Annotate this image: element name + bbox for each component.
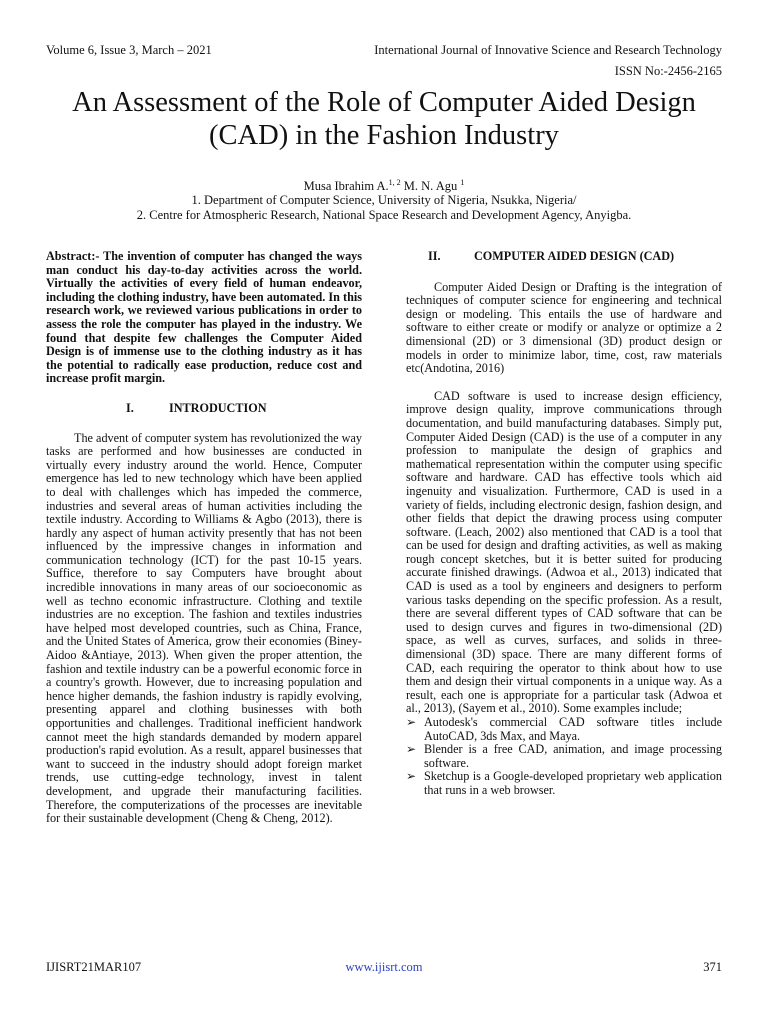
arrow-bullet-icon: ➢ [406,715,417,729]
affiliations [0,193,768,223]
footer-page-number: 371 [703,960,722,974]
author-second-affil: 1 [460,178,465,187]
section-2-number: II. [428,249,441,263]
section-1-number: I. [126,400,134,415]
list-item [406,770,722,797]
cad-paragraph-2: CAD software is used to increase design efficiency, improve design quality, improve communications through documentation, and build manufacturing databases. Simply put, Computer Aided Design (CAD) is the use of a computer in any profession to manipulate the design of graphics and mathematical representation within the computer using specific software and hardware. CAD has effective tools which aid ingenuity and visualization. Furthermore, CAD is used in a variety of fields, including electronic design, fashion design, and other fields that depict the drawing process using computer software. (Leach, 2002) also mentioned that CAD is a tool that can be used for design and drafting activities, as well as making rough concept sketches, but it is better suited for producing accurate finished drawings. (Adwoa et al., 2013) indicated that CAD is used as a tool by engineers and designers to perform various tasks depending on the specific profession. As a result, there are several different types of CAD software that can be used to design curves and figures in two-dimensional (2D) space, as well as curves, surfaces, and solids in three-dimensional (3D) space. There are many different forms of CAD, each requiring the operator to think about how to use them and design their virtual components in a unique way. As a result, each one is appropriate for a particular task (Adwoa et al., 2013), (Sayem et al., 2010). Some examples include; [406,388,722,716]
introduction-paragraph: The advent of computer system has revolutionized the way tasks are performed and how businesses are conducted in virtually every industry around the world. Hence, Computer emergence has led to new technology which have been applied to deal with challenges which has impeded the commerce, industries and several areas of human activities including the textile industry. According to Williams & Agbo (2013), there is hardly any aspect of human activity presently that has not been influenced by the impressive changes in information and communication technology (ICT) for the past 10-15 years. Suffice, therefore to say Computers have brought about incredible innovations in many areas of our socioeconomic as well as techno economic infrastructure. Clothing and textile industries are no exception. The fashion and textiles industries have helped most developed countries, such as China, France, and the United States of America, grow their economies (Biney-Aidoo &Antiaye, 2013). When given the proper attention, the fashion and textile industry can be a powerful economic force in a country's growth. However, due to increasing population and hence higher demands, the fashion industry is rapidly evolving, presenting apparel and clothing businesses with both opportunities and challenges. Traditional inefficient handwork cannot meet the high standards demanded by modern apparel production's rapid evolution. As a result, apparel businesses that want to succeed in the industry should adopt foreign market trends, use cutting-edge technology, invest in talent development, and upgrade their manufacturing facilities. Therefore, the computerizations of the processes are inevitable for their sustainable development (Cheng & Cheng, 2012). [46,430,362,826]
arrow-bullet-icon: ➢ [406,769,417,784]
section-1-title: INTRODUCTION [169,400,267,415]
section-2-title: COMPUTER AIDED DESIGN (CAD) [474,249,675,263]
affiliation-2: 2. Centre for Atmospheric Research, National Space Research and Development Agency, Anyigba. [136,208,632,222]
author-first: Musa Ibrahim A. [303,179,389,194]
header-journal: International Journal of Innovative Science and Research Technology [374,43,722,57]
list-item [406,716,722,743]
section-1-heading [46,402,362,416]
footer-website-link[interactable]: www.ijisrt.com [345,960,423,974]
section-2-heading [406,250,722,264]
cad-examples-list [406,716,722,798]
header-volume: Volume 6, Issue 3, March – 2021 [46,43,212,57]
list-item-text: Blender is a free CAD, animation, and image processing software. [424,742,722,770]
author-second: M. N. Agu [400,179,461,194]
affiliation-1: 1. Department of Computer Science, University of Nigeria, Nsukka, Nigeria/ [191,193,577,207]
abstract: Abstract:- The invention of computer has changed the ways man conduct his day-to-day activities across the world. Virtually the activities of every field of human endeavor, including the clothing industry, have been automated. In this research work, we reviewed various publications in order to assess the role the computer has played in the industry. We found that despite few challenges the Computer Aided Design is of immense use to the clothing industry as it has the potential to radically ease production, reduce cost and increase profit margin. [46,249,362,386]
right-column [406,250,722,798]
list-item [406,743,722,770]
arrow-bullet-icon: ➢ [406,742,417,757]
author-first-affil: 1, 2 [388,178,401,187]
left-column [46,250,362,826]
list-item-text: Sketchup is a Google-developed proprietary web application that runs in a web browser. [424,769,722,797]
footer-paper-code: IJISRT21MAR107 [46,960,142,974]
paper-title: An Assessment of the Role of Computer Aided Design (CAD) in the Fashion Industry [72,87,696,151]
header-issn: ISSN No:-2456-2165 [614,64,722,78]
list-item-text: Autodesk's commercial CAD software titles include AutoCAD, 3ds Max, and Maya. [424,715,722,743]
author-line [0,178,768,194]
cad-paragraph-1: Computer Aided Design or Drafting is the integration of techniques of computer science for engineering and technical design or modeling. This entails the use of hardware and software to either create or modify or analyze or optimize a 2 dimensional (2D) or 3 dimensional (3D) product design or models in order to minimize labor, time, cost, raw materials etc(Andotina, 2016) [406,279,722,376]
